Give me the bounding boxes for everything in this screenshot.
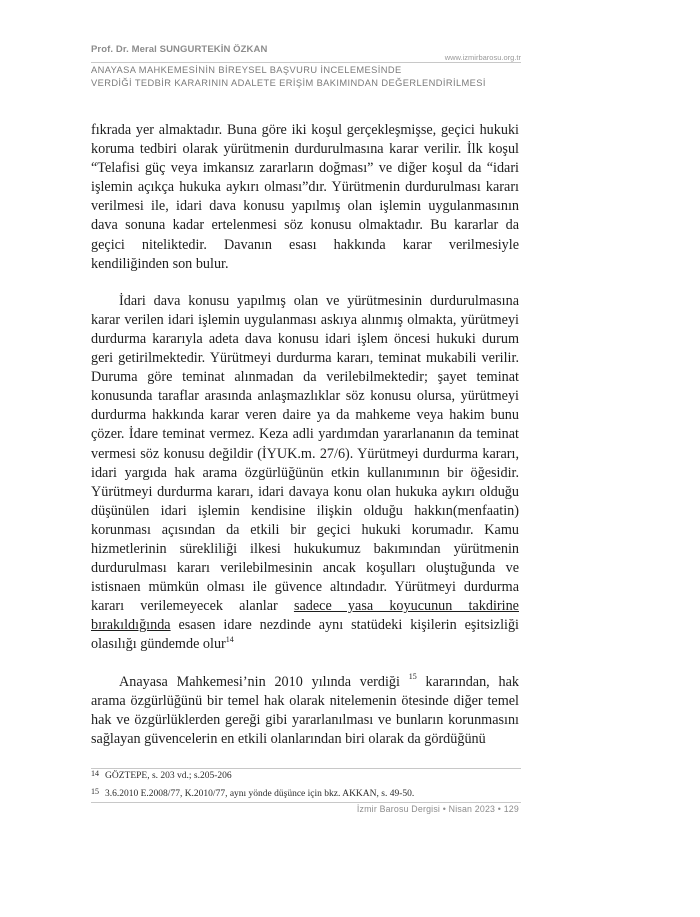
underlined-phrase: sadece yasa koyucunun takdirine bırakıldığında <box>91 598 519 634</box>
paragraph-2-text: İdari dava konusu yapılmış olan ve yürütmesinin durdurulmasına karar verilen idari işlemin uygulanması askıya alınmış olmakta, yürütmeyi durdurma kararıyla adeta dava konusu idari işlem öncesi hukuki durum geri getirilmektedir. Yürütmeyi durdurma kararı, teminat mukabili verilir. Duruma göre teminat alınmadan da verilebilmektedir; şayet teminat konusunda taraflar arasında anlaşmazlıklar söz konusu olursa, yürütmeyi durdurma hakkında karar veren daire ya da mahkeme veya hakim bunu çözer. İdare teminat vermez. Keza adli yardımdan yararlananın da teminat vermesi söz konusu değildir (İYUK.m. 27/6). Yürütmeyi durdurma kararı, idari yargıda hak arama özgürlüğünün etkin kullanımının bir öğesidir. Yürütmeyi durdurma kararı, idari davaya konu olan hukuka aykırı olduğu düşünülen idari işlemin kendisine ilişkin olduğu hakkın(menfaatin) korunması açısından da etkili bir geçici hukuki korumadır. Kamu hizmetlerinin sürekliliği ilkesi hukukumuz bakımından yürütmenin durdurulması kararı verilebilmesinin ancak koşulları oluştuğunda ve istisnaen mümkün olması ile güvence altındadır. Yürütmeyi durdurma kararı verilemeyecek alanlar <box>91 292 519 615</box>
paragraph-2-end: esasen idare nezdinde aynı statüdeki kişilerin eşitsizliği olasılığı gündemde olur <box>91 617 519 653</box>
header-divider <box>91 62 521 63</box>
article-title-line-2: VERDİĞİ TEDBİR KARARININ ADALETE ERİŞİM BAKIMINDAN DEĞERLENDİRİLMESİ <box>91 78 486 88</box>
footnote-divider <box>91 768 521 769</box>
article-title <box>91 64 486 90</box>
footnote-15 <box>91 789 414 799</box>
footnote-text: 3.6.2010 E.2008/77, K.2010/77, aynı yönde düşünce için bkz. AKKAN, s. 49-50. <box>105 789 415 799</box>
page-header <box>91 44 521 88</box>
footnote-ref-14[interactable]: 14 <box>225 634 234 644</box>
footnote-14 <box>91 771 232 781</box>
footnote-ref-15[interactable]: 15 <box>408 671 417 681</box>
page-footer: İzmir Barosu Dergisi • Nisan 2023 • 129 <box>356 804 519 814</box>
footer-divider <box>91 802 521 803</box>
paragraph-3-end: kararından, hak arama özgürlüğünü bir temel hak olarak nitelemenin ötesinde diğer temel hak ve özgürlüklerden gereği gibi yararlanılması ve bunların korunmasını sağlayan güvencelerin en etkili olanlarından biri olarak da gördüğünü <box>91 673 519 747</box>
paragraph-1: fıkrada yer almaktadır. Buna göre iki koşul gerçekleşmişse, geçici hukuki koruma tedbiri olarak yürütmenin durdurulmasına karar verilir. İlk koşul “Telafisi güç veya imkansız zararların doğması” ve diğer koşul da “idari işlemin açıkça hukuka aykırı olması”dır. Yürütmenin durdurulması kararı verilmesi ile, idari dava konusu yapılmış olan işlemin uygulanmasının dava sonuna kadar ertelenmesi söz konusu olmaktadır. Bu kararlar da geçici niteliktedir. Davanın esası hakkında karar verilmesiyle kendiliğinden son bulur. <box>91 122 519 272</box>
author-name: Prof. Dr. Meral SUNGURTEKİN ÖZKAN <box>91 44 268 55</box>
footnote-number: 15 <box>91 787 99 796</box>
paragraph-3 <box>91 673 519 749</box>
website-link[interactable]: www.izmirbarosu.org.tr <box>444 53 521 62</box>
footnote-number: 14 <box>91 769 99 778</box>
paragraph-2 <box>91 292 519 655</box>
footnote-text: GÖZTEPE, s. 203 vd.; s.205-206 <box>105 771 232 781</box>
body-text <box>91 121 519 749</box>
paragraph-3-text: Anayasa Mahkemesi’nin 2010 yılında verdiği <box>119 673 409 690</box>
article-title-line-1: ANAYASA MAHKEMESİNİN BİREYSEL BAŞVURU İNCELEMESİNDE <box>91 65 402 75</box>
